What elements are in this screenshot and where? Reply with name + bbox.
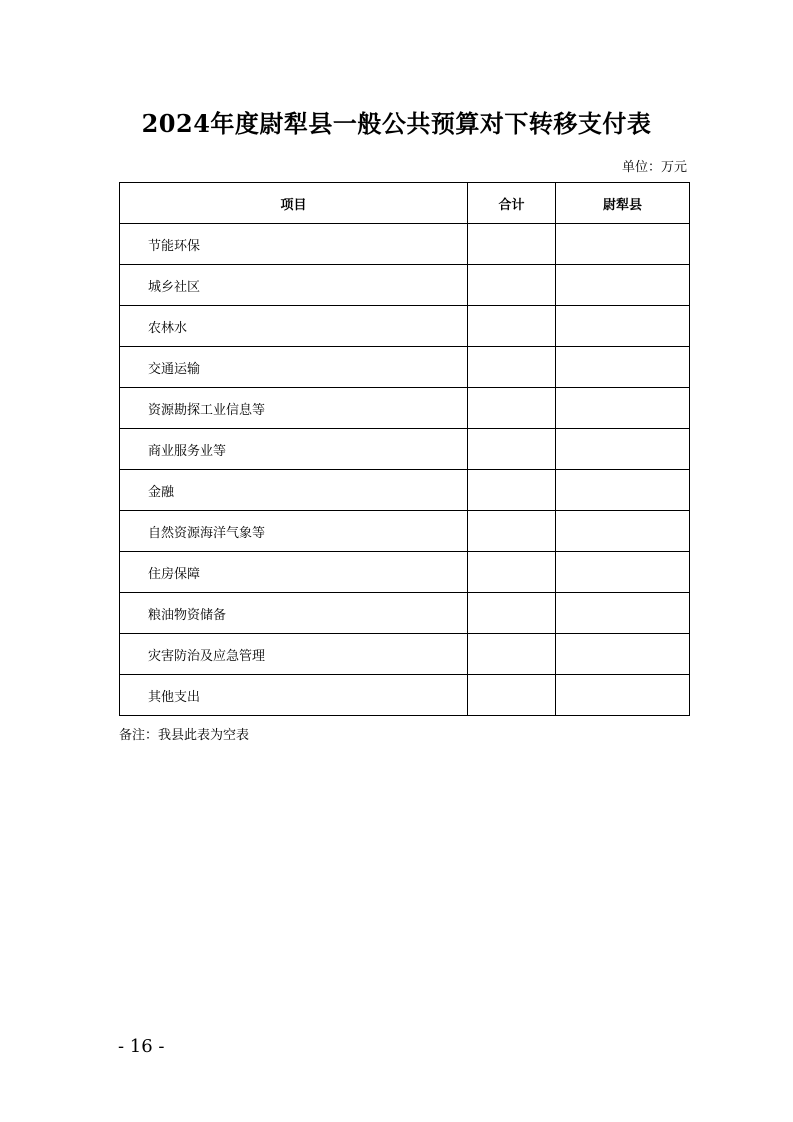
row-item-label: 金融 [120, 470, 468, 511]
table-row [120, 470, 690, 511]
row-county-cell [556, 306, 690, 347]
table-row [120, 224, 690, 265]
footnote: 备注：我县此表为空表 [119, 728, 250, 743]
row-item-label: 自然资源海洋气象等 [120, 511, 468, 552]
row-total-cell [468, 634, 556, 675]
unit-label: 单位：万元 [621, 160, 687, 175]
document-title: 2024年度尉犁县一般公共预算对下转移支付表 [141, 109, 652, 138]
page-number: - 16 - [118, 1036, 165, 1057]
row-item-label: 农林水 [120, 306, 468, 347]
table-row [120, 388, 690, 429]
row-county-cell [556, 511, 690, 552]
row-county-cell [556, 265, 690, 306]
row-item-label: 城乡社区 [120, 265, 468, 306]
row-total-cell [468, 224, 556, 265]
row-item-label: 商业服务业等 [120, 429, 468, 470]
row-county-cell [556, 224, 690, 265]
row-county-cell [556, 470, 690, 511]
row-total-cell [468, 429, 556, 470]
row-total-cell [468, 552, 556, 593]
row-total-cell [468, 511, 556, 552]
table-header-row [120, 183, 690, 224]
row-item-label: 节能环保 [120, 224, 468, 265]
column-header-county: 尉犁县 [556, 183, 690, 224]
row-item-label: 灾害防治及应急管理 [120, 634, 468, 675]
row-total-cell [468, 265, 556, 306]
table-row [120, 593, 690, 634]
row-county-cell [556, 634, 690, 675]
column-header-item: 项目 [120, 183, 468, 224]
row-item-label: 其他支出 [120, 675, 468, 716]
table-row [120, 347, 690, 388]
row-item-label: 粮油物资储备 [120, 593, 468, 634]
table-row [120, 306, 690, 347]
row-county-cell [556, 552, 690, 593]
row-county-cell [556, 388, 690, 429]
table-row [120, 429, 690, 470]
row-item-label: 住房保障 [120, 552, 468, 593]
transfer-payment-table [119, 182, 690, 716]
table-row [120, 511, 690, 552]
row-total-cell [468, 675, 556, 716]
row-county-cell [556, 675, 690, 716]
row-county-cell [556, 429, 690, 470]
row-total-cell [468, 306, 556, 347]
row-total-cell [468, 388, 556, 429]
table-row [120, 634, 690, 675]
column-header-total: 合计 [468, 183, 556, 224]
row-total-cell [468, 470, 556, 511]
row-item-label: 资源勘探工业信息等 [120, 388, 468, 429]
row-county-cell [556, 347, 690, 388]
table-row [120, 552, 690, 593]
table-row [120, 265, 690, 306]
row-item-label: 交通运输 [120, 347, 468, 388]
table-row [120, 675, 690, 716]
row-total-cell [468, 347, 556, 388]
row-county-cell [556, 593, 690, 634]
row-total-cell [468, 593, 556, 634]
